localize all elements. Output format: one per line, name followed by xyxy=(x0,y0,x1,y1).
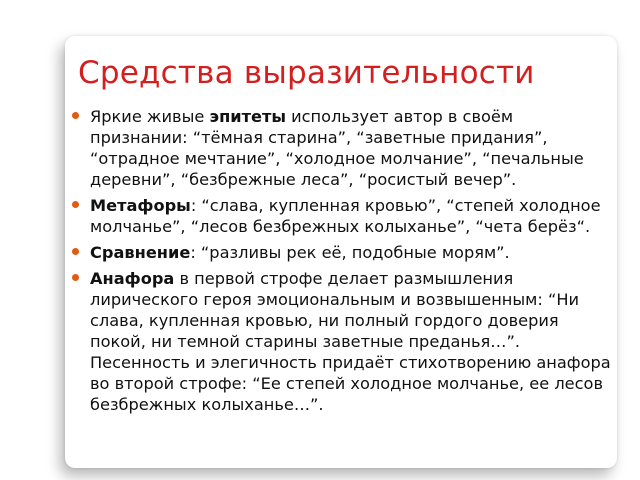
item-bold-term: Сравнение xyxy=(90,243,191,262)
bullet-icon xyxy=(72,201,79,208)
item-body-text: : “слава, купленная кровью”, “степей холодное молчанье”, “лесов безбрежных колыханье”, “чета берёз“. xyxy=(90,196,601,236)
list-item xyxy=(72,195,612,237)
bullet-icon xyxy=(72,248,79,255)
list-item xyxy=(72,106,612,190)
bullet-icon xyxy=(72,112,79,119)
list-item xyxy=(72,242,612,263)
slide-content xyxy=(72,106,612,420)
list-item xyxy=(72,268,612,415)
item-body-text: в первой строфе делает размышления лирического героя эмоциональным и возвышенным: “Ни слава, купленная кровью, ни полный гордого доверия покой, ни темной старины заветные преданья…”. Песенность и элегичность придаёт стихотворению анафора во второй строфе: “Ее степей холодное молчанье, ее лесов безбрежных колыханье…”. xyxy=(90,269,611,414)
item-bold-term: эпитеты xyxy=(209,107,286,126)
item-lead-text: Яркие живые xyxy=(90,107,210,126)
item-body-text: : “разливы рек её, подобные морям”. xyxy=(190,243,510,262)
item-bold-term: Метафоры xyxy=(90,196,191,215)
bullet-icon xyxy=(72,274,79,281)
slide-title: Средства выразительности xyxy=(78,55,535,91)
item-bold-term: Анафора xyxy=(90,269,175,288)
item-body-text: использует автор в своём признании: “тёмная старина”, “заветные придания”, “отрадное мечтание”, “холодное молчание”, “печальные деревни”, “безбрежные леса”, “росистый вечер”. xyxy=(90,107,584,189)
